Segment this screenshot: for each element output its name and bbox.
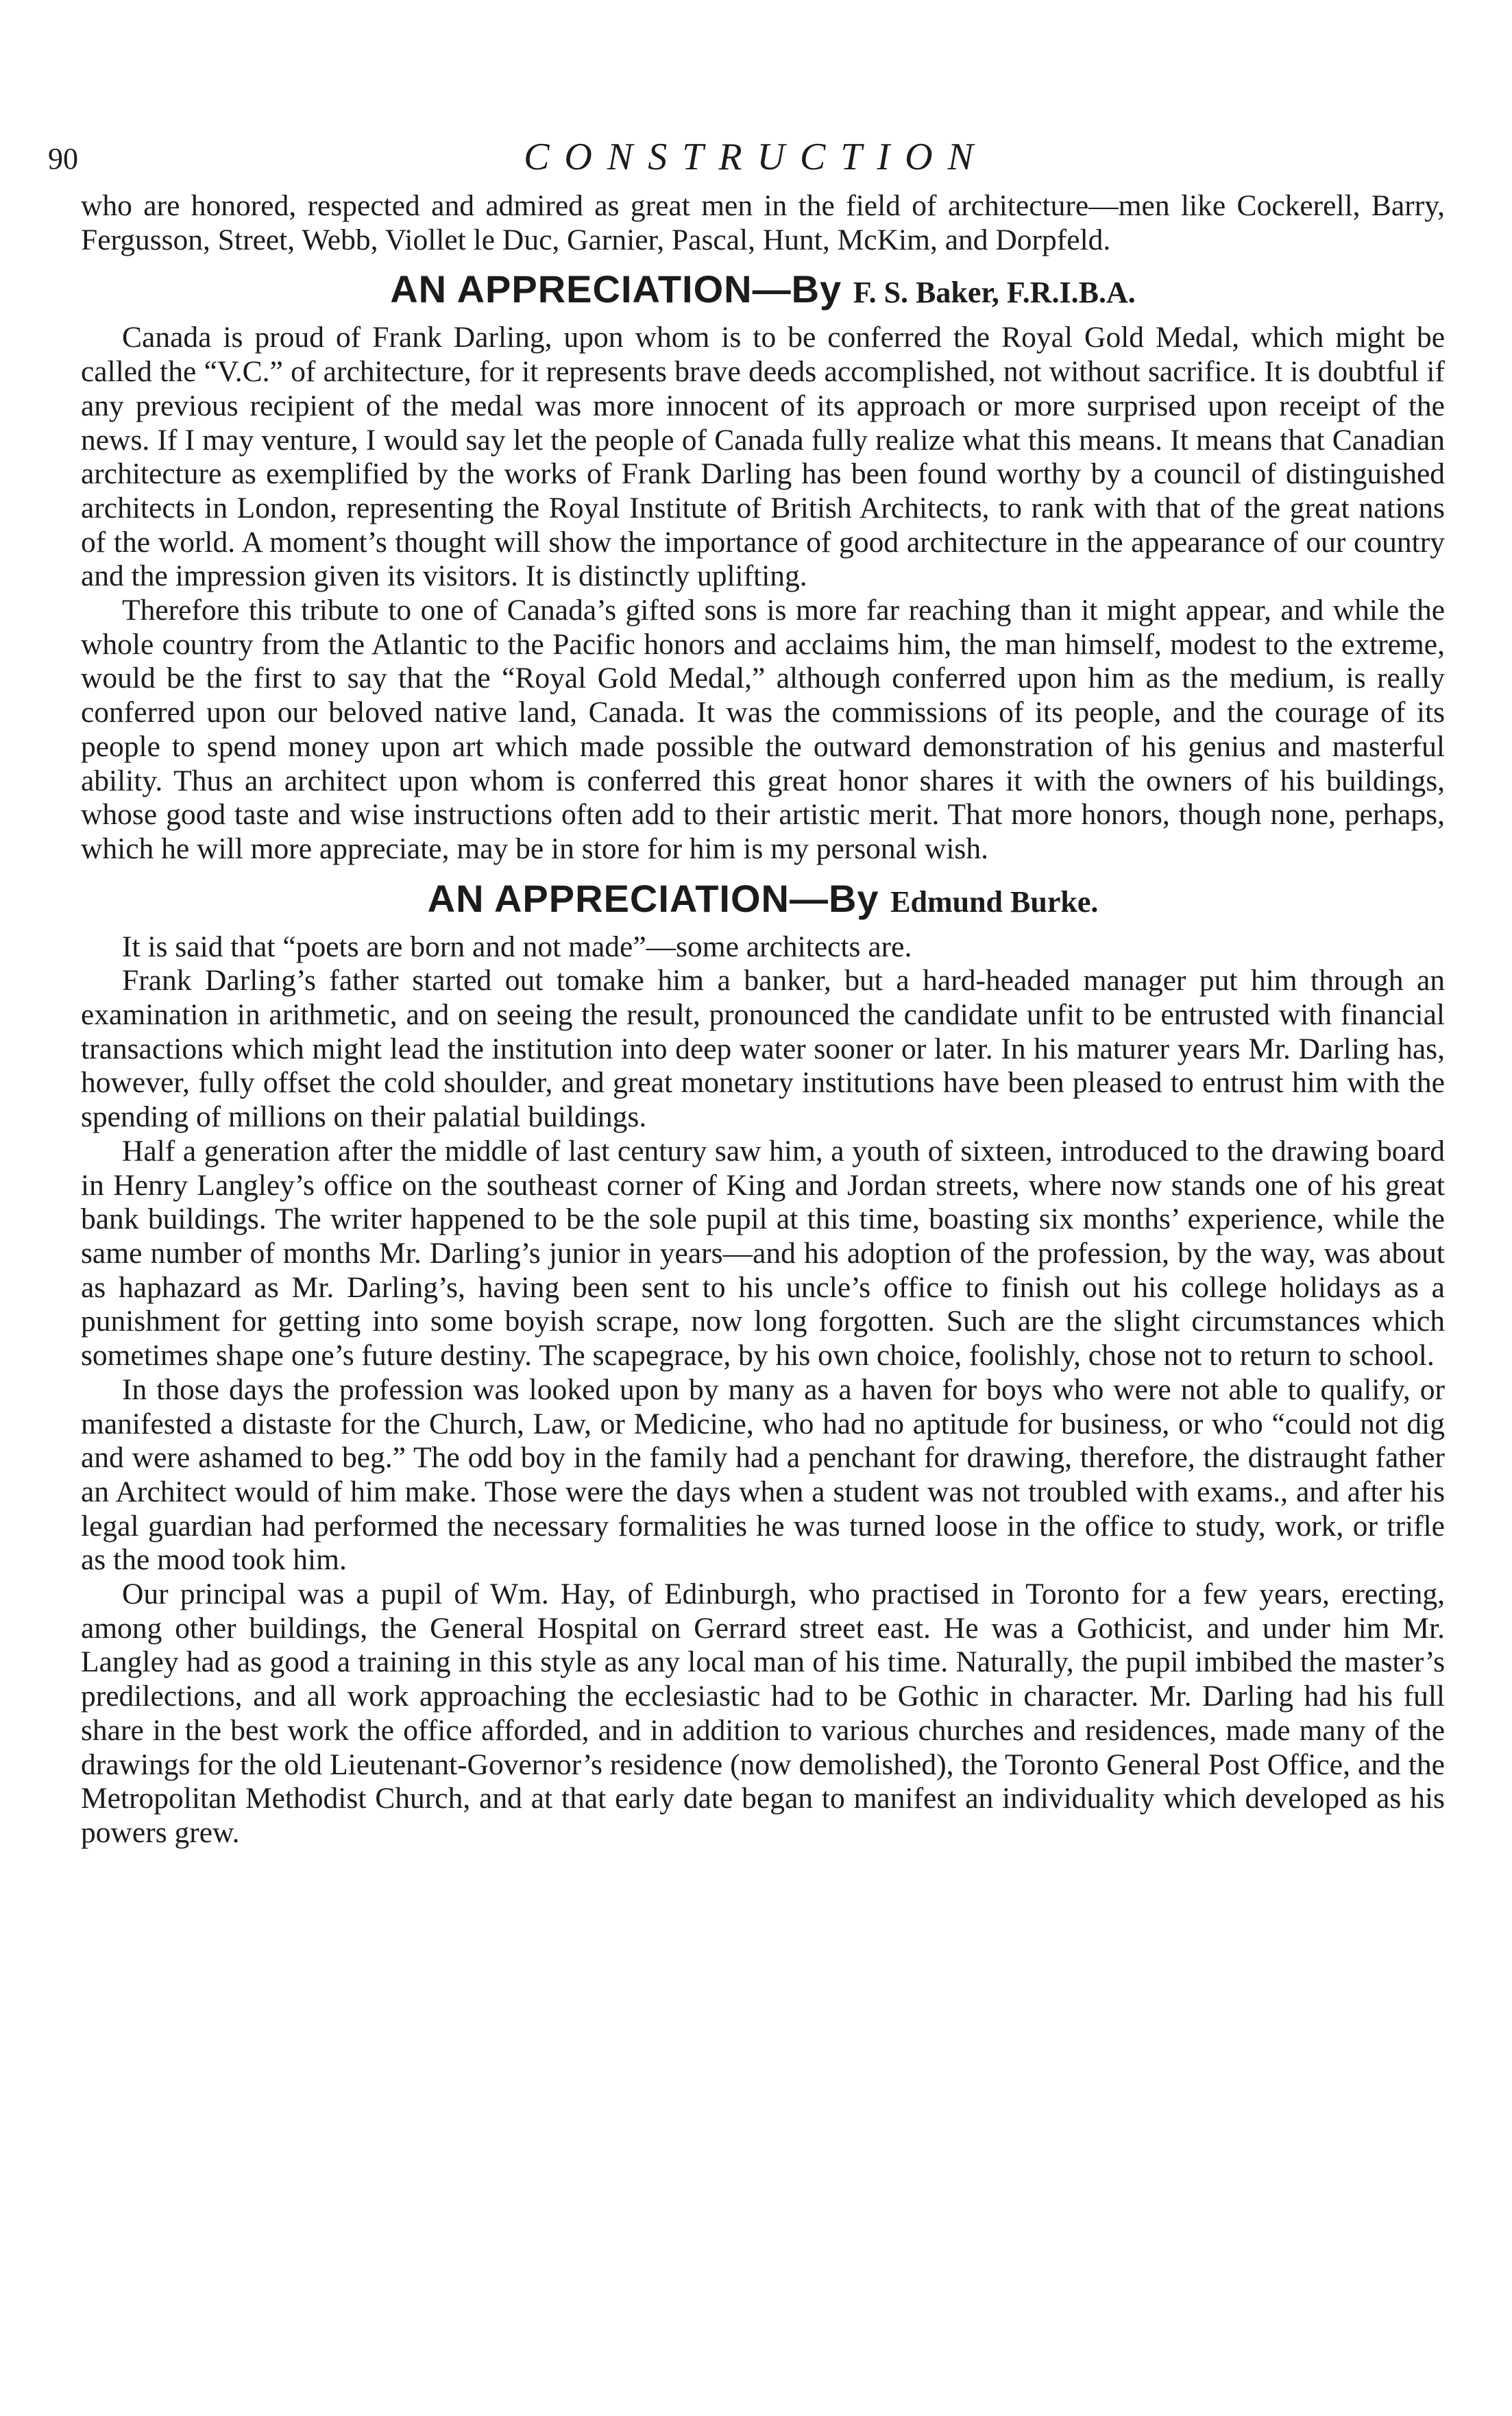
paragraph: In those days the profession was looked upon by many as a haven for boys who were not able to qualify, or manifested a distaste for the Church, Law, or Medicine, who had no aptitude for business, or who “could not dig and were ashamed to beg.” The odd boy in the family had a penchant for drawing, therefore, the distraught father an Architect would of him make. Those were the days when a student was not troubled with exams., and after his legal guardian had performed the necessary formalities he was turned loose in the office to study, work, or trifle as the mood took him. — [81, 1373, 1445, 1577]
section-heading-burke — [81, 867, 1445, 930]
paragraph: Frank Darling’s father started out tomake him a banker, but a hard-headed manager put him through an examination in arithmetic, and on seeing the result, pronounced the candidate unfit to be entrusted with financial transactions which might lead the institution into deep water sooner or later. In his maturer years Mr. Darling has, however, fully offset the cold shoulder, and great monetary institutions have been pleased to entrust him with the spending of millions on their palatial buildings. — [81, 964, 1445, 1134]
section-heading-text: AN APPRECIATION—By — [390, 267, 842, 311]
section-byline: Edmund Burke. — [890, 884, 1099, 919]
paragraph: Therefore this tribute to one of Canada’s gifted sons is more far reaching than it might appear, and while the whole country from the Atlantic to the Pacific honors and acclaims him, the man himself, modest to the extreme, would be the first to say that the “Royal Gold Medal,” although conferred upon him as the medium, is really conferred upon our beloved native land, Canada. It was the commissions of its people, and the courage of its people to spend money upon art which made possible the outward demonstration of his genius and masterful ability. Thus an architect upon whom is conferred this great honor shares it with the owners of his buildings, whose good taste and wise instructions often add to their artistic merit. That more honors, though none, perhaps, which he will more appreciate, may be in store for him is my personal wish. — [81, 594, 1445, 865]
paragraph: Half a generation after the middle of last century saw him, a youth of sixteen, introduced to the drawing board in Henry Langley’s office on the southeast corner of King and Jordan streets, where now stands one of his great bank buildings. The writer happened to be the sole pupil at this time, boasting six months’ experience, while the same number of months Mr. Darling’s junior in years—and his adoption of the profession, by the way, was about as haphazard as Mr. Darling’s, having been sent to his uncle’s office to finish out his college holidays as a punishment for getting into some boyish scrape, now long forgotten. Such are the slight circumstances which sometimes shape one’s future destiny. The scapegrace, by his own choice, foolishly, chose not to return to school. — [81, 1134, 1445, 1373]
section-heading-text: AN APPRECIATION—By — [427, 876, 879, 920]
section-byline: F. S. Baker, F.R.I.B.A. — [853, 276, 1136, 310]
journal-title: CONSTRUCTION — [524, 136, 988, 178]
paragraph: Our principal was a pupil of Wm. Hay, of Edinburgh, who practised in Toronto for a few years, erecting, among other buildings, the General Hospital on Gerrard street east. He was a Gothicist, and under him Mr. Langley had as good a training in this style as any local man of his time. Naturally, the pupil imbibed the master’s predilections, and all work approaching the ecclesiastic had to be Gothic in character. Mr. Darling had his full share in the best work the office afforded, and in addition to various churches and residences, made many of the drawings for the old Lieutenant-Governor’s residence (now demolished), the Toronto General Post Office, and the Metropolitan Methodist Church, and at that early date began to manifest an individuality which developed as his powers grew. — [81, 1578, 1445, 1849]
running-header — [0, 134, 1512, 182]
intro-paragraph: who are honored, respected and admired as great men in the field of architecture—men like Cockerell, Barry, Fergusson, Street, Webb, Viollet le Duc, Garnier, Pascal, Hunt, McKim, and Dorpfeld. — [81, 189, 1445, 256]
paragraph: It is said that “poets are born and not made”—some architects are. — [122, 930, 912, 963]
section-heading-baker — [81, 257, 1445, 321]
article-body — [81, 189, 1445, 1850]
page-number: 90 — [48, 142, 78, 176]
paragraph: Canada is proud of Frank Darling, upon whom is to be conferred the Royal Gold Medal, which might be called the “V.C.” of architecture, for it represents brave deeds accomplished, not without sacrifice. It is doubtful if any previous recipient of the medal was more innocent of its approach or more surprised upon receipt of the news. If I may venture, I would say let the people of Canada fully realize what this means. It means that Canadian architecture as exemplified by the works of Frank Darling has been found worthy by a council of distinguished architects in London, representing the Royal Institute of British Architects, to rank with that of the great nations of the world. A moment’s thought will show the importance of good architecture in the appearance of our country and the impression given its visitors. It is distinctly uplifting. — [81, 321, 1445, 593]
